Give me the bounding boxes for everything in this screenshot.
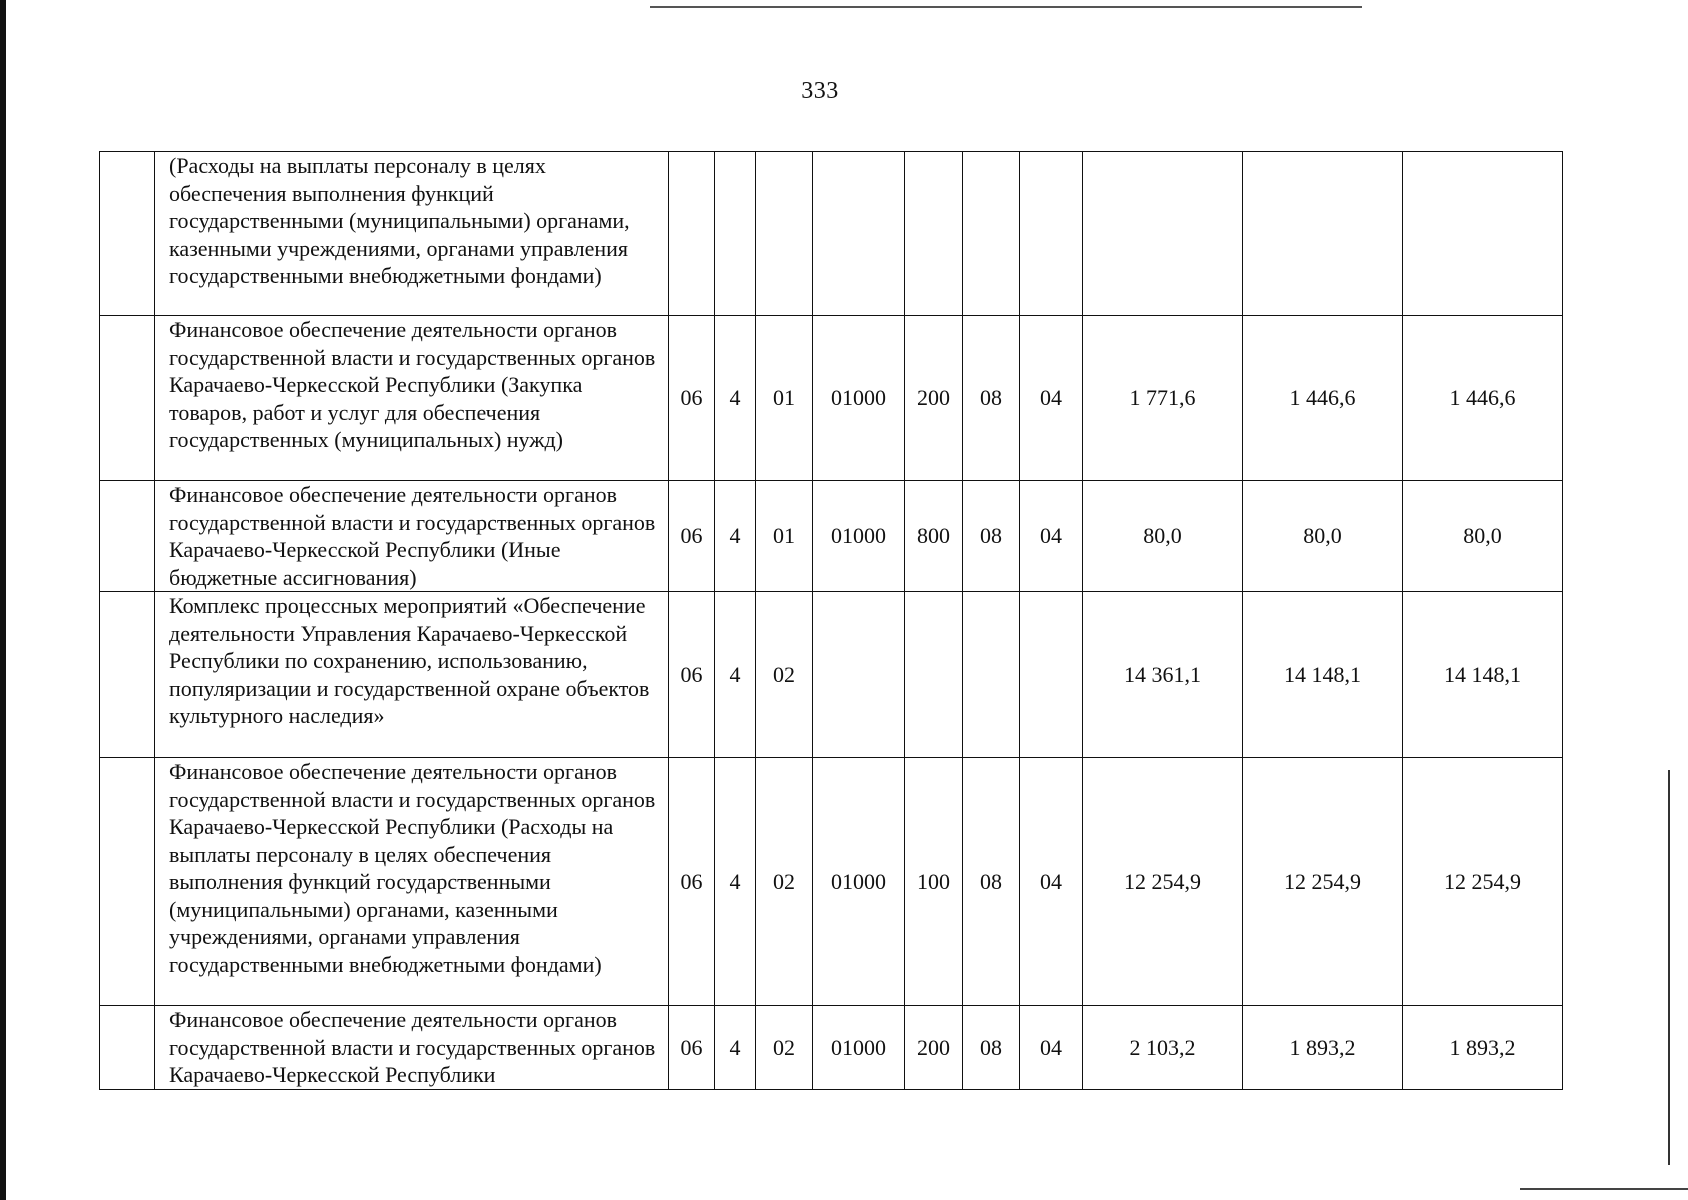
- row-index-cell: [100, 1006, 155, 1090]
- code-cell: 01000: [813, 1006, 905, 1090]
- code-cell: [715, 152, 756, 316]
- code-cell: 08: [963, 758, 1020, 1006]
- code-cell: 4: [715, 592, 756, 758]
- amount-cell: 12 254,9: [1243, 758, 1403, 1006]
- code-cell: 01: [756, 316, 813, 481]
- amount-cell: 2 103,2: [1083, 1006, 1243, 1090]
- code-cell: [813, 152, 905, 316]
- amount-cell: [1083, 152, 1243, 316]
- amount-cell: 1 446,6: [1403, 316, 1563, 481]
- code-cell: 200: [905, 1006, 963, 1090]
- amount-cell: 1 893,2: [1243, 1006, 1403, 1090]
- amount-cell: 1 446,6: [1243, 316, 1403, 481]
- row-description: Финансовое обеспечение деятельности органов государственной власти и государственных органов Карачаево-Черкесской Республики (Расходы на выплаты персоналу в целях обеспечения выполнения функций государственными (муниципальными) органами, казенными учреждениями, органами управления государственными внебюджетными фондами): [155, 758, 669, 1006]
- row-index-cell: [100, 152, 155, 316]
- table-row: [100, 152, 1563, 316]
- table-row: [100, 1006, 1563, 1090]
- page-number: 333: [801, 78, 839, 104]
- row-description: (Расходы на выплаты персоналу в целях обеспечения выполнения функций государственными (муниципальными) органами, казенными учреждениями, органами управления государственными внебюджетными фондами): [155, 152, 669, 316]
- amount-cell: 12 254,9: [1083, 758, 1243, 1006]
- amount-cell: 80,0: [1083, 481, 1243, 592]
- scan-line-right: [1668, 770, 1670, 1165]
- code-cell: 01000: [813, 758, 905, 1006]
- code-cell: [1020, 592, 1083, 758]
- scan-line-bottom: [1520, 1188, 1688, 1190]
- code-cell: 01000: [813, 316, 905, 481]
- code-cell: 06: [669, 758, 715, 1006]
- amount-cell: 80,0: [1243, 481, 1403, 592]
- table-row: [100, 592, 1563, 758]
- scan-edge-left: [0, 0, 6, 1200]
- code-cell: 01: [756, 481, 813, 592]
- table-row: [100, 481, 1563, 592]
- code-cell: 04: [1020, 1006, 1083, 1090]
- code-cell: 01000: [813, 481, 905, 592]
- code-cell: [756, 152, 813, 316]
- code-cell: [669, 152, 715, 316]
- amount-cell: [1403, 152, 1563, 316]
- code-cell: 06: [669, 1006, 715, 1090]
- code-cell: 02: [756, 592, 813, 758]
- code-cell: 08: [963, 1006, 1020, 1090]
- row-description: Комплекс процессных мероприятий «Обеспечение деятельности Управления Карачаево-Черкесской Республики по сохранению, использованию, популяризации и государственной охране объектов культурного наследия»: [155, 592, 669, 758]
- row-index-cell: [100, 758, 155, 1006]
- code-cell: 08: [963, 316, 1020, 481]
- code-cell: 04: [1020, 316, 1083, 481]
- code-cell: 4: [715, 1006, 756, 1090]
- row-description: Финансовое обеспечение деятельности органов государственной власти и государственных органов Карачаево-Черкесской Республики (Иные бюджетные ассигнования): [155, 481, 669, 592]
- code-cell: [963, 592, 1020, 758]
- budget-table: [99, 151, 1563, 1090]
- code-cell: 800: [905, 481, 963, 592]
- row-description: Финансовое обеспечение деятельности органов государственной власти и государственных органов Карачаево-Черкесской Республики (Закупка товаров, работ и услуг для обеспечения государственных (муниципальных) нужд): [155, 316, 669, 481]
- code-cell: 4: [715, 316, 756, 481]
- code-cell: [963, 152, 1020, 316]
- code-cell: 04: [1020, 481, 1083, 592]
- table-row: [100, 316, 1563, 481]
- code-cell: 4: [715, 481, 756, 592]
- amount-cell: 1 771,6: [1083, 316, 1243, 481]
- code-cell: 06: [669, 592, 715, 758]
- code-cell: 02: [756, 1006, 813, 1090]
- code-cell: 06: [669, 481, 715, 592]
- amount-cell: 14 148,1: [1243, 592, 1403, 758]
- amount-cell: 12 254,9: [1403, 758, 1563, 1006]
- code-cell: 02: [756, 758, 813, 1006]
- amount-cell: 80,0: [1403, 481, 1563, 592]
- code-cell: 200: [905, 316, 963, 481]
- code-cell: [813, 592, 905, 758]
- code-cell: 100: [905, 758, 963, 1006]
- amount-cell: 1 893,2: [1403, 1006, 1563, 1090]
- code-cell: 4: [715, 758, 756, 1006]
- amount-cell: 14 361,1: [1083, 592, 1243, 758]
- amount-cell: 14 148,1: [1403, 592, 1563, 758]
- code-cell: [1020, 152, 1083, 316]
- code-cell: [905, 152, 963, 316]
- scan-line-top: [650, 6, 1362, 8]
- row-index-cell: [100, 592, 155, 758]
- amount-cell: [1243, 152, 1403, 316]
- row-index-cell: [100, 316, 155, 481]
- row-description: Финансовое обеспечение деятельности органов государственной власти и государственных органов Карачаево-Черкесской Республики: [155, 1006, 669, 1090]
- code-cell: 04: [1020, 758, 1083, 1006]
- code-cell: 06: [669, 316, 715, 481]
- table-row: [100, 758, 1563, 1006]
- code-cell: 08: [963, 481, 1020, 592]
- row-index-cell: [100, 481, 155, 592]
- code-cell: [905, 592, 963, 758]
